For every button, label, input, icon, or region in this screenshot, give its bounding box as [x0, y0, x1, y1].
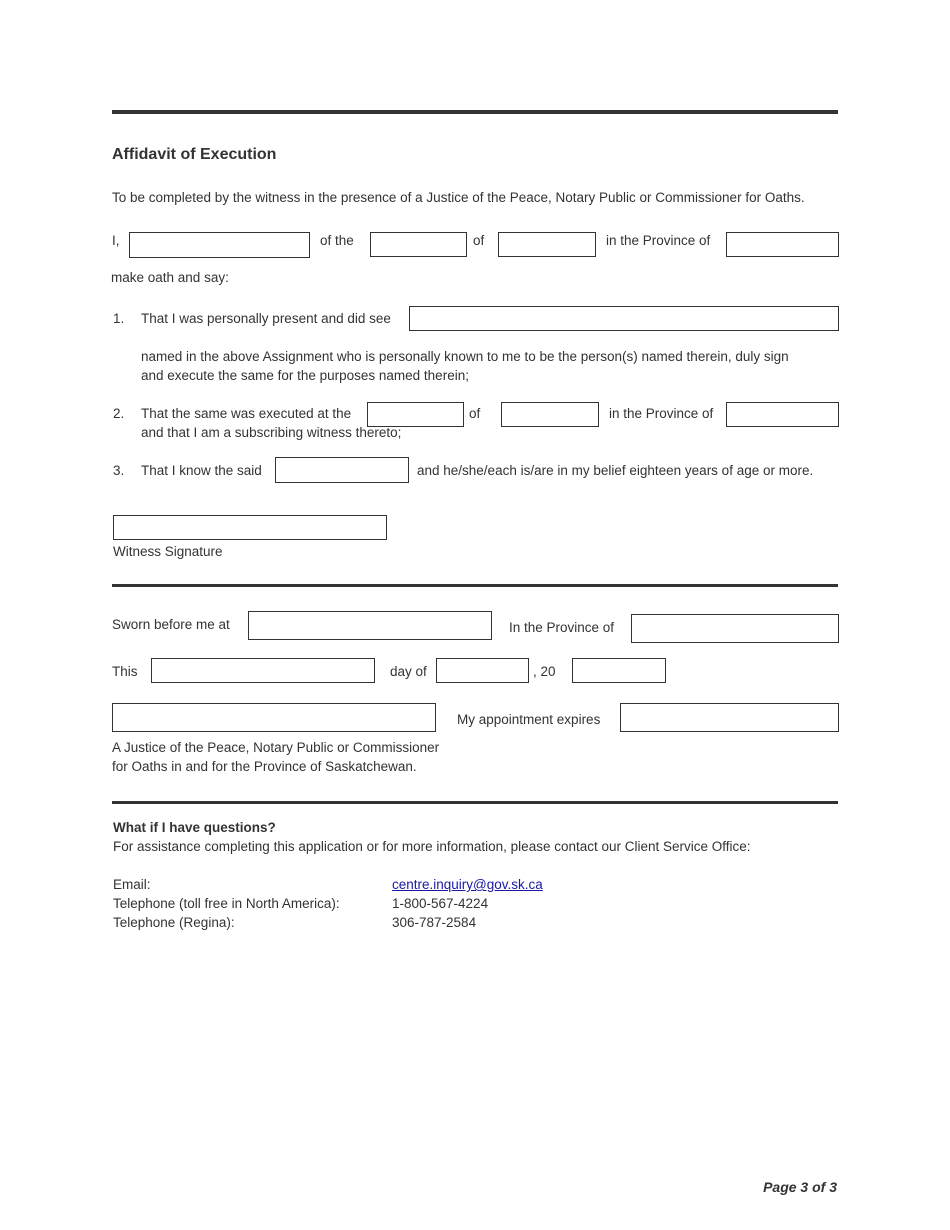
form-title: Affidavit of Execution [112, 146, 277, 163]
item2-of-label: of [469, 406, 481, 421]
sworn-year-input[interactable] [572, 658, 666, 683]
oath-text: make oath and say: [111, 270, 229, 285]
contact-email-label: Email: [113, 877, 151, 892]
sworn-day-input[interactable] [151, 658, 375, 683]
province-label: in the Province of [606, 233, 711, 248]
sworn-month-input[interactable] [436, 658, 529, 683]
contact-regina-label: Telephone (Regina): [113, 915, 235, 930]
page-number: Page 3 of 3 [763, 1179, 837, 1195]
commissioner-line-2: for Oaths in and for the Province of Saskatchewan. [112, 759, 417, 774]
commissioner-signature-input[interactable] [112, 703, 436, 732]
item2-number: 2. [113, 406, 125, 421]
this-label: This [112, 664, 138, 679]
appointment-expiry-input[interactable] [620, 703, 839, 732]
known-person-input[interactable] [275, 457, 409, 483]
municipality-name-input[interactable] [498, 232, 596, 257]
commissioner-line-1: A Justice of the Peace, Notary Public or Commissioner [112, 740, 440, 755]
item1-number: 1. [113, 311, 125, 326]
item1-continuation-1: named in the above Assignment who is personally known to me to be the person(s) named therein, duly sign [141, 349, 789, 364]
i-label: I, [112, 233, 120, 248]
contact-intro: For assistance completing this application or for more information, please contact our Client Service Office: [113, 839, 751, 854]
item2-province-label: in the Province of [609, 406, 714, 421]
contact-email-link[interactable]: centre.inquiry@gov.sk.ca [392, 877, 543, 892]
of-the-label: of the [320, 233, 354, 248]
item2-continuation: and that I am a subscribing witness thereto; [141, 425, 402, 440]
day-of-label: day of [390, 664, 427, 679]
item3-suffix: and he/she/each is/are in my belief eighteen years of age or more. [417, 463, 814, 478]
form-instruction: To be completed by the witness in the presence of a Justice of the Peace, Notary Public or Commissioner for Oaths. [112, 190, 805, 205]
contact-regina-value: 306-787-2584 [392, 915, 477, 930]
contact-tollfree-value: 1-800-567-4224 [392, 896, 489, 911]
top-divider [112, 110, 838, 114]
municipality-type-input[interactable] [370, 232, 467, 257]
bottom-divider [112, 801, 838, 804]
item1-continuation-2: and execute the same for the purposes named therein; [141, 368, 469, 383]
province-input[interactable] [726, 232, 839, 257]
witness-signature-label: Witness Signature [113, 544, 223, 559]
witness-signature-input[interactable] [113, 515, 387, 540]
execution-place-name-input[interactable] [501, 402, 599, 427]
item3-number: 3. [113, 463, 125, 478]
year-prefix: , 20 [533, 664, 556, 679]
item3-text: That I know the said [141, 463, 262, 478]
of-label: of [473, 233, 485, 248]
sworn-label: Sworn before me at [112, 617, 230, 632]
signatory-name-input[interactable] [409, 306, 839, 331]
contact-tollfree-label: Telephone (toll free in North America): [113, 896, 340, 911]
deponent-name-input[interactable] [129, 232, 310, 258]
sworn-province-input[interactable] [631, 614, 839, 643]
sworn-province-label: In the Province of [509, 620, 615, 635]
execution-place-type-input[interactable] [367, 402, 464, 427]
execution-province-input[interactable] [726, 402, 839, 427]
appointment-label: My appointment expires [457, 712, 601, 727]
item1-text: That I was personally present and did see [141, 311, 391, 326]
contact-heading: What if I have questions? [113, 820, 276, 835]
item2-text: That the same was executed at the [141, 406, 352, 421]
sworn-location-input[interactable] [248, 611, 492, 640]
middle-divider [112, 584, 838, 587]
